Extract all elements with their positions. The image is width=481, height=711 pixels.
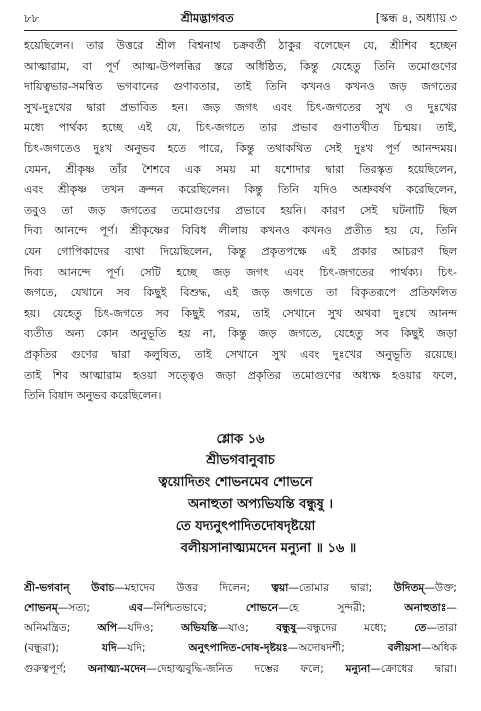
synonym-meaning: —ক্রোধের দ্বারা। — [370, 662, 457, 675]
purport-line: দিব্য আনন্দে পূর্ণ। সেটি হচ্ছে জড় জগৎ এবং চিৎ-জগতের পার্থক্য। চিৎ- — [24, 265, 457, 279]
purport-text — [24, 36, 457, 407]
purport-line: ব্যতীত অন্য কোন অনুভূতি হয় না, কিন্তু জড় জগতে, যেহেতু সব কিছুই জড়া — [24, 327, 457, 341]
synonym-meaning: —যদিও; — [117, 622, 182, 635]
purport-line: দায়িত্বভার-সমন্বিত ভগবানের গুণাবতার, তাই তিনি কখনও কখনও জড় জগতের — [24, 80, 457, 94]
synonym-meaning: —যাও; — [217, 622, 277, 635]
synonym-term: অভিযন্তি — [181, 622, 218, 635]
synonym-meaning: —তোমার দ্বারা; — [288, 581, 394, 594]
verse-line: তে যদ্যনুৎপাদিতদোষদৃষ্টয়ো — [175, 518, 316, 534]
purport-line: তাই শিব আত্মারাম হওয়া সত্ত্বেও জড়া প্রকৃতির তমোগুণের অধ্যক্ষ হওয়ার ফলে, — [24, 368, 457, 382]
verse-line: ত্বয়োদিতং শোভনমেব শোভনে — [158, 474, 313, 490]
purport-line: তিনি বিষাদ অনুভব করেছিলেন। — [24, 389, 162, 403]
purport-line: মধ্যে পার্থক্য হচ্ছে এই যে, চিৎ-জগতে তার প্রভাব গুণাতখীত চিন্ময়। তাই, — [24, 121, 457, 135]
purport-line: যেন গোপিকাদের ব্যথা দিয়েছিলেন, কিন্তু প্রকৃতপক্ষে এই প্রকার আচরণ ছিল — [24, 244, 457, 258]
purport-line: এবং শ্রীকৃষ্ণ তখন ক্রন্দন করেছিলেন। কিন্তু তিনি যদিও অশ্রুবর্ষণ করেছিলেন, — [24, 183, 457, 197]
synonym-term: ত্বয়া — [271, 581, 289, 594]
synonym-term: অনাত্ম্য-মদেন — [87, 662, 147, 675]
synonym-meaning: —দেহাত্মবুদ্ধি-জনিত দম্ভের ফলে; — [146, 662, 346, 675]
purport-line: আত্মারাম, বা পূর্ণ আত্ম-উপলব্ধির স্তরে অধিষ্ঠিত, কিন্তু যেহেতু তিনি তমোগুণের — [24, 59, 457, 73]
synonym-meaning: —অদোষদর্শী; — [287, 642, 388, 655]
verse-line: বলীয়সানাত্ম্যমদেন মন্যুনা ॥ ১৬ ॥ — [180, 540, 357, 556]
synonym-meaning: —হে সুন্দরী; — [278, 601, 405, 614]
synonym-meaning: —যদি; — [116, 642, 189, 655]
synonym-term: অপি — [97, 622, 118, 635]
synonym-meaning: —নিশ্চিতভাবে; — [142, 601, 246, 614]
synonym-term: এব — [128, 601, 143, 614]
verse-block — [24, 429, 457, 560]
verse-speaker: শ্রীভগবানুবাচ — [206, 452, 275, 468]
synonym-meaning: —উক্ত; — [424, 581, 457, 594]
purport-line: চিৎ-জগতেও দুঃখ অনুভব হতে পারে, কিন্তু তথাকথিত সেই দুঃখ পূর্ণ আনন্দময়। — [24, 141, 457, 155]
synonym-term: শ্রী-ভগবান্ উবাচ — [24, 581, 115, 594]
section-label: [স্কন্ধ ৪, অধ্যায় ৩ — [375, 11, 457, 25]
synonym-term: বন্ধুষু — [276, 622, 297, 635]
purport-line: জগতে, যেখানে সব কিছুই বিশুদ্ধ, এই জড় জগতে তা বিকৃতরূপে প্রতিফলিত — [24, 286, 457, 300]
synonym-term: অনাহুতাঃ — [404, 601, 447, 614]
synonym-meaning: গুরুত্বপূর্ণ; — [24, 662, 88, 675]
synonym-meaning: —অধিক — [420, 642, 457, 655]
synonym-term: তে — [414, 622, 427, 635]
purport-line: হয়। যেহেতু চিৎ-জগতে সব কিছুই পরম, তাই সেখানে সুখ অথবা দুঃখে আনন্দ — [24, 306, 457, 320]
purport-line: তবুও তা জড় জগতের তমোগুণের প্রভাবে হয়নি। কারণ সেই ঘটনাটি ছিল — [24, 203, 457, 217]
synonyms-text — [24, 578, 457, 679]
book-title: শ্রীমদ্ভাগবত — [180, 11, 234, 25]
synonym-meaning: —তারা — [426, 622, 457, 635]
synonyms-line — [24, 618, 457, 638]
purport-line: প্রকৃতির গুণের দ্বারা কলুষিত, তাই সেখানে সুখ এবং দুঃখের অনুভূতি রয়েছে। — [24, 347, 457, 361]
purport-line: হয়েছিলেন। তার উত্তরে শ্রীল বিশ্বনাথ চক্রবর্তী ঠাকুর বলেছেন যে, শ্রীশিব হচ্ছেন — [24, 39, 457, 52]
synonym-term: অনুৎপাদিত-দোষ-দৃষ্টয়ঃ — [188, 642, 288, 655]
page-number: ৮৮ — [24, 11, 39, 25]
synonym-term: শোভনম্ — [24, 601, 58, 614]
synonym-meaning: — — [446, 601, 457, 614]
synonym-meaning: অনিমন্ত্রিত; — [24, 622, 98, 635]
synonym-term: মন্যুনা — [345, 662, 371, 675]
synonym-term: বলীয়সা — [387, 642, 421, 655]
purport-line: দিব্য আনন্দে পূর্ণ। শ্রীকৃষ্ণের বিবিধ লীলায় কখনও কখনও প্রতীত হয় যে, তিনি — [24, 224, 457, 238]
header-rule — [24, 30, 457, 31]
synonyms-line — [24, 659, 457, 679]
synonym-meaning: —সত্য; — [57, 601, 129, 614]
synonym-term: যদি — [101, 642, 117, 655]
synonyms-line — [24, 638, 457, 658]
verse-line: অনাহুতা অপ্যভিযন্তি বন্ধুষু । — [188, 496, 333, 512]
verse-title: শ্লোক ১৬ — [216, 431, 265, 447]
synonyms-line — [24, 598, 457, 618]
synonym-term: শোভনে — [245, 601, 279, 614]
page-header — [24, 10, 457, 30]
synonym-meaning: (বন্ধুরা); — [24, 642, 102, 655]
synonyms-line — [24, 578, 457, 598]
synonym-meaning: —বন্ধুদের মধ্যে; — [296, 622, 415, 635]
synonym-term: উদিতম্ — [393, 581, 425, 594]
purport-line: যেমন, শ্রীকৃষ্ণ তাঁর শৈশবে এক সময় মা যশোদার দ্বারা তিরস্কৃত হয়েছিলেন, — [24, 162, 457, 176]
purport-line: সুখ-দুঃখের দ্বারা প্রভাবিত হন। জড় জগৎ এবং চিৎ-জগতের সুখ ও দুঃখের — [24, 100, 457, 114]
synonym-meaning: —মহাদেব উত্তর দিলেন; — [114, 581, 272, 594]
